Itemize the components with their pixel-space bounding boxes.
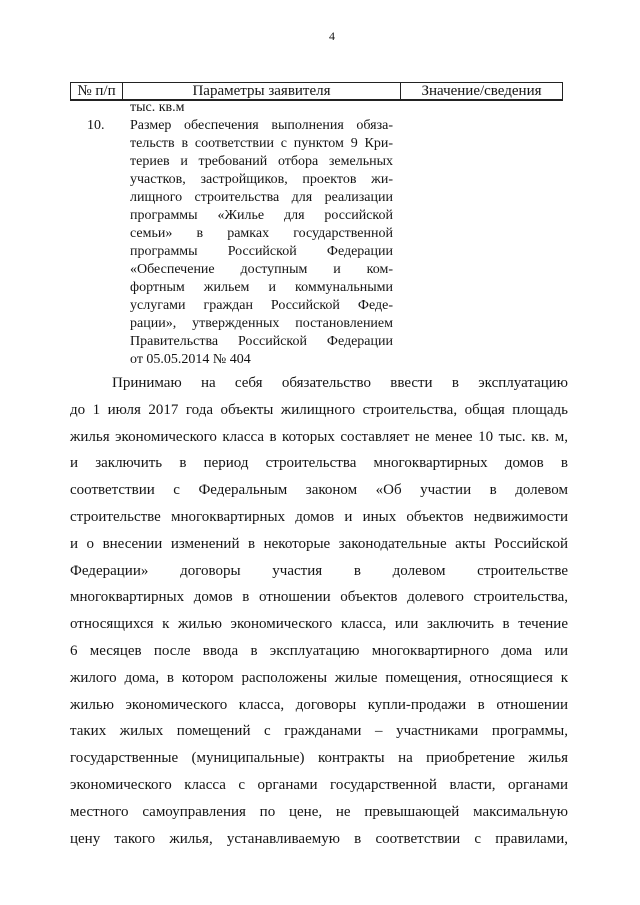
header-value-column: Значение/сведения bbox=[400, 83, 563, 99]
paragraph-line: и заключить в период строительства многоквартирных домов в bbox=[70, 455, 568, 472]
table-row-text-line: «Обеспечение доступным и ком- bbox=[130, 262, 393, 277]
table-row-text-line: тельств в соответствии с пунктом 9 Кри- bbox=[130, 136, 393, 151]
paragraph-line: и о внесении изменений в некоторые законодательные акты Российской bbox=[70, 535, 568, 552]
header-parameters-column: Параметры заявителя bbox=[122, 83, 400, 99]
paragraph-line: экономического класса с органами государственной власти, органами bbox=[70, 776, 568, 793]
table-continuation-text: тыс. кв.м bbox=[130, 100, 185, 115]
paragraph-line: цену такого жилья, устанавливаемую в соответствии с правилами, bbox=[70, 830, 568, 847]
paragraph-line: относящихся к жилью экономического класса, или заключить в течение bbox=[70, 616, 568, 633]
table-row-text-line: териев и требований отбора земельных bbox=[130, 154, 393, 169]
paragraph-line: соответствии с Федеральным законом «Об участии в долевом bbox=[70, 482, 568, 499]
table-row-text-line: программы Российской Федерации bbox=[130, 244, 393, 259]
paragraph-line: жилого дома, в котором расположены жилые помещения, относящиеся к bbox=[70, 669, 568, 686]
table-row-parameter-text bbox=[130, 117, 393, 369]
header-number-column: № п/п bbox=[70, 83, 122, 99]
paragraph-line: 6 месяцев после ввода в эксплуатацию многоквартирного дома или bbox=[70, 642, 568, 659]
table-row-number: 10. bbox=[87, 118, 105, 133]
table-row-text-line: фортным жильем и коммунальными bbox=[130, 280, 393, 295]
paragraph-line: государственные (муниципальные) контракты на приобретение жилья bbox=[70, 750, 568, 767]
table-row-text-line: лищного строительства для реализации bbox=[130, 190, 393, 205]
paragraph-line: строительстве многоквартирных домов и иных объектов недвижимости bbox=[70, 508, 568, 525]
paragraph-line: местного самоуправления по цене, не превышающей максимальную bbox=[70, 803, 568, 820]
paragraph-line: до 1 июля 2017 года объекты жилищного строительства, общая площадь bbox=[70, 401, 568, 418]
table-row-text-line: программы «Жилье для российской bbox=[130, 208, 393, 223]
table-row-text-line: рации», утвержденных постановлением bbox=[130, 316, 393, 331]
paragraph-line: жилью экономического класса, договоры купли-продажи в отношении bbox=[70, 696, 568, 713]
paragraph-line: Федерации» договоры участия в долевом строительстве bbox=[70, 562, 568, 579]
body-paragraph bbox=[70, 370, 568, 852]
table-row-text-line: участков, застройщиков, проектов жи- bbox=[130, 172, 393, 187]
table-row-text-line: Правительства Российской Федерации bbox=[130, 334, 393, 349]
page-number: 4 bbox=[329, 29, 335, 43]
paragraph-line: многоквартирных домов в отношении объектов долевого строительства, bbox=[70, 589, 568, 606]
table-row-text-line: семьи» в рамках государственной bbox=[130, 226, 393, 241]
paragraph-line: Принимаю на себя обязательство ввести в эксплуатацию bbox=[112, 375, 568, 391]
table-row-text-line: от 05.05.2014 № 404 bbox=[130, 352, 251, 367]
table-row-text-line: услугами граждан Российской Феде- bbox=[130, 298, 393, 313]
paragraph-line: жилья экономического класса в которых составляет не менее 10 тыс. кв. м, bbox=[70, 428, 568, 445]
table-row-text-line: Размер обеспечения выполнения обяза- bbox=[130, 118, 393, 133]
paragraph-line: таких жилых помещений с гражданами – участниками программы, bbox=[70, 723, 568, 740]
